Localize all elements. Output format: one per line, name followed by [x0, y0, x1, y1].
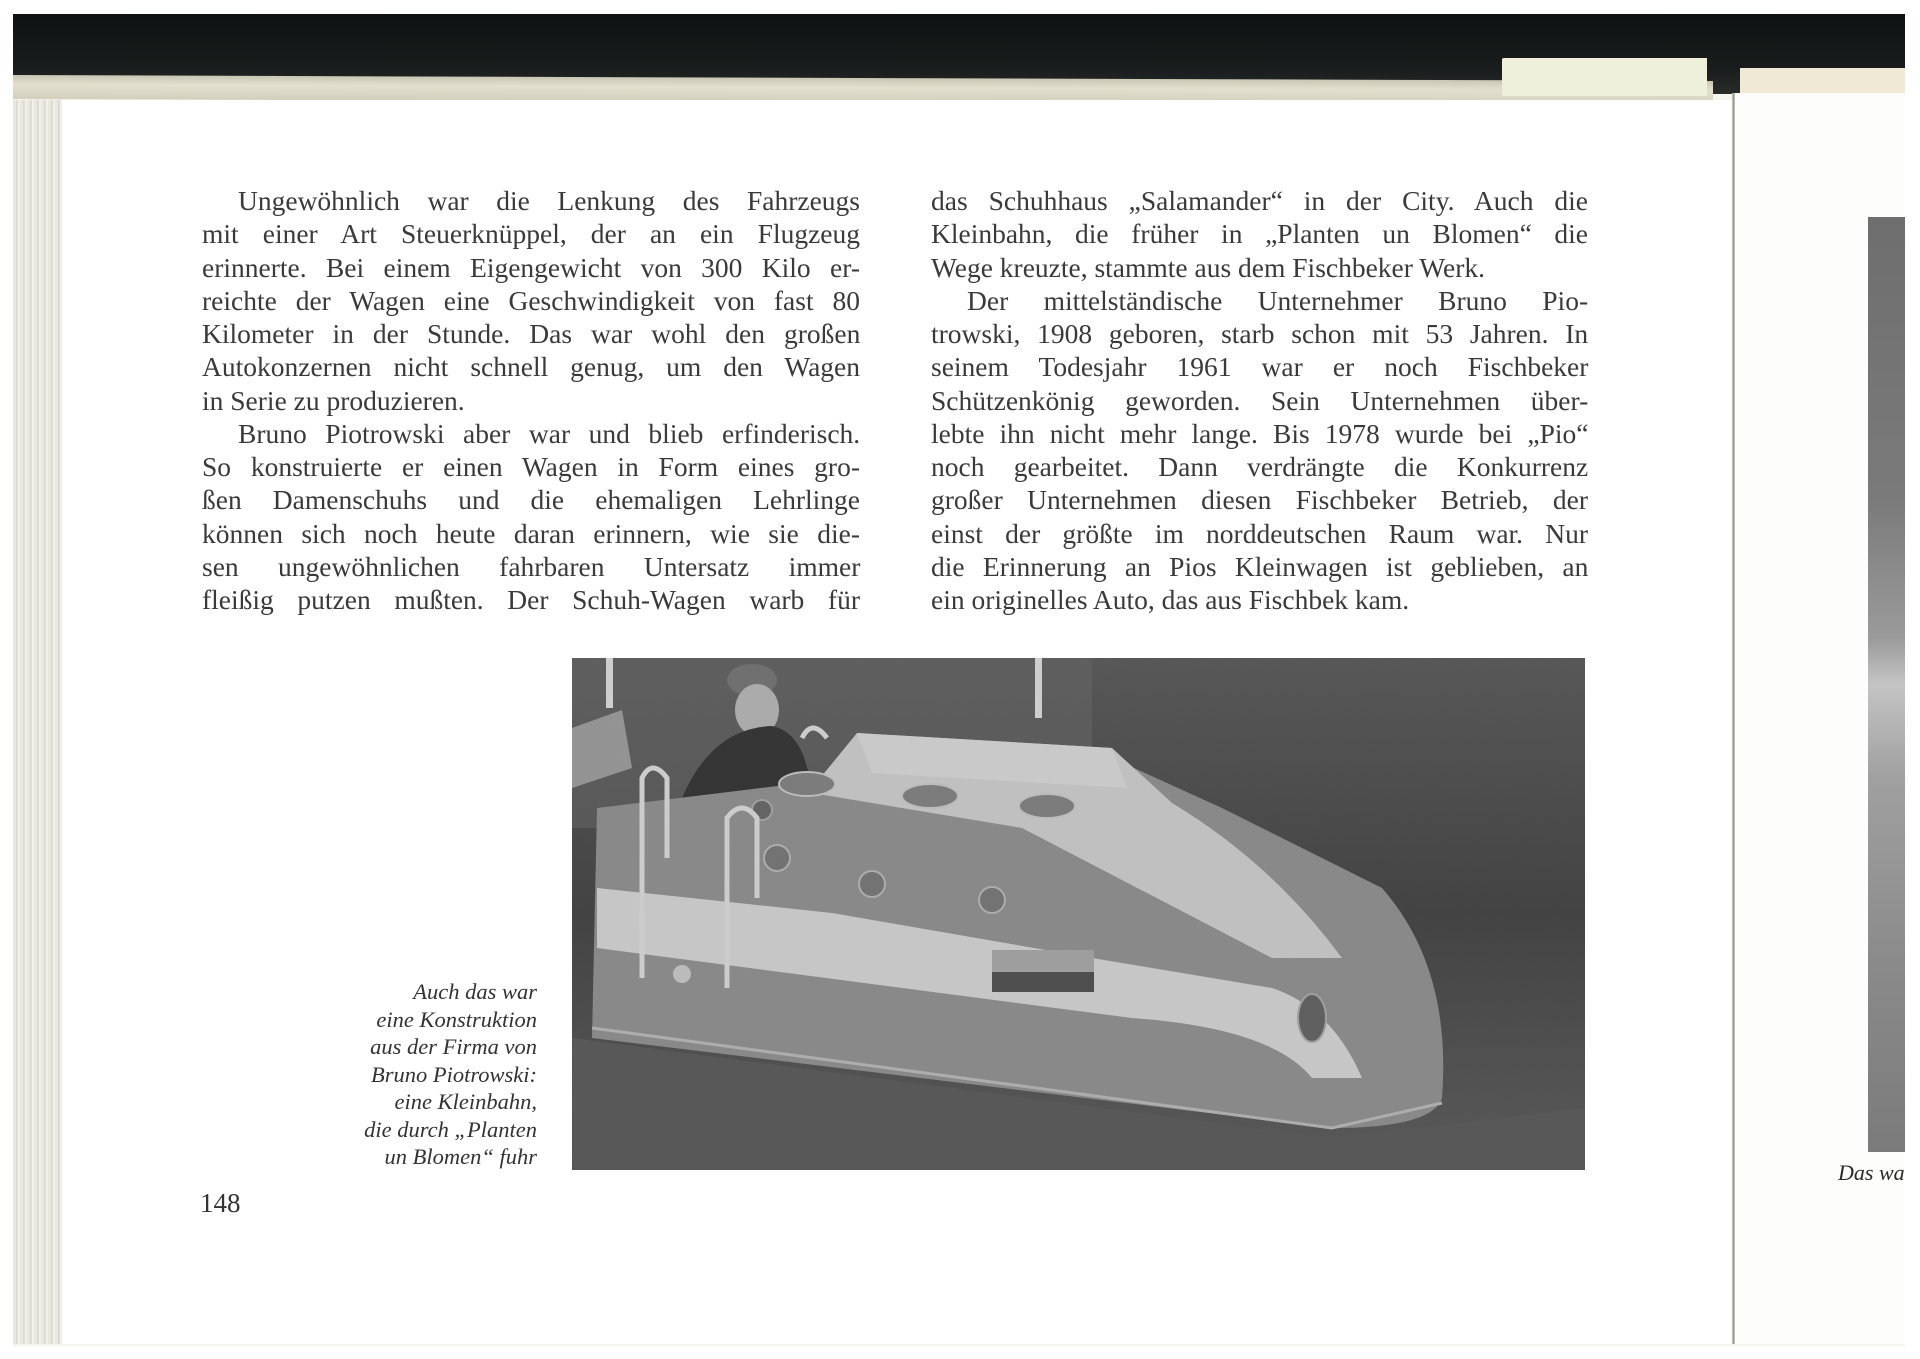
caption-line: Bruno Piotrowski: [370, 1061, 537, 1087]
text-line: in Serie zu produzieren. [202, 384, 465, 416]
text-line: die Erinnerung an Pios Kleinwagen ist geblieben, an [931, 550, 1589, 582]
text-line: mit einer Art Steuerknüppel, der an ein Flugzeug [202, 218, 860, 250]
text-line: ein originelles Auto, das aus Fischbek kam. [931, 584, 1410, 615]
text-line: einst der größte im norddeutschen Raum war. Nur [931, 517, 1588, 549]
right-page-photo [1868, 217, 1905, 1152]
text-line: Autokonzernen nicht schnell genug, um den Wagen [202, 351, 860, 383]
right-page-caption: Das wa [1838, 1160, 1905, 1185]
text-line: großer Unternehmen diesen Fischbeker Betrieb, der [931, 484, 1588, 516]
text-line: sen ungewöhnlichen fahrbaren Untersatz immer [202, 550, 861, 582]
page-number: 148 [200, 1188, 241, 1218]
text-line: das Schuhhaus „Salamander“ in der City. Auch die [931, 185, 1588, 216]
text-line: Der mittelständische Unternehmer Bruno Pio- [967, 284, 1589, 316]
photo-caption [330, 978, 537, 1171]
text-line: So konstruierte er einen Wagen in Form eines gro- [202, 451, 860, 482]
photo-illustration [572, 658, 1585, 1170]
text-line: ßen Damenschuhs und die ehemaligen Lehrlinge [202, 484, 860, 516]
caption-line: eine Kleinbahn, [394, 1089, 537, 1114]
text-line: Schützenkönig geworden. Sein Unternehmen über- [931, 384, 1589, 416]
text-line: noch gearbeitet. Dann verdrängte die Konkurrenz [931, 451, 1589, 482]
text-line: fleißig putzen mußten. Der Schuh-Wagen warb für [202, 584, 860, 615]
photo-kleinbahn [572, 658, 1585, 1170]
text-line: Ungewöhnlich war die Lenkung des Fahrzeugs [238, 185, 860, 216]
photo-grain [572, 658, 1585, 1170]
text-line: können sich noch heute daran erinnern, wie sie die- [202, 517, 860, 549]
text-line: lebte ihn nicht mehr lange. Bis 1978 wurde bei „Pio“ [931, 417, 1589, 449]
text-line: reichte der Wagen eine Geschwindigkeit von fast 80 [202, 284, 860, 316]
text-column-left [202, 184, 860, 616]
text-column-right [931, 184, 1588, 616]
bookmark-strip [1502, 58, 1707, 96]
text-line: erinnerte. Bei einem Eigengewicht von 300 Kilo er- [202, 251, 860, 283]
page-stack-edge [13, 100, 65, 1344]
text-line: Bruno Piotrowski aber war und blieb erfinderisch. [238, 417, 861, 449]
text-line: Kilometer in der Stunde. Das war wohl den großen [202, 318, 861, 349]
text-line: seinem Todesjahr 1961 war er noch Fischbeker [931, 351, 1589, 383]
caption-line: aus der Firma von [370, 1034, 537, 1059]
caption-line: Auch das war [413, 979, 537, 1004]
text-line: Kleinbahn, die früher in „Planten un Blomen“ die [931, 218, 1588, 250]
caption-line: un Blomen“ fuhr [384, 1144, 537, 1169]
text-line: trowski, 1908 geboren, starb schon mit 53 Jahren. In [931, 318, 1589, 349]
text-line: Wege kreuzte, stammte aus dem Fischbeker Werk. [931, 251, 1486, 283]
caption-line: eine Konstruktion [376, 1006, 537, 1032]
caption-line: die durch „Planten [364, 1116, 537, 1142]
